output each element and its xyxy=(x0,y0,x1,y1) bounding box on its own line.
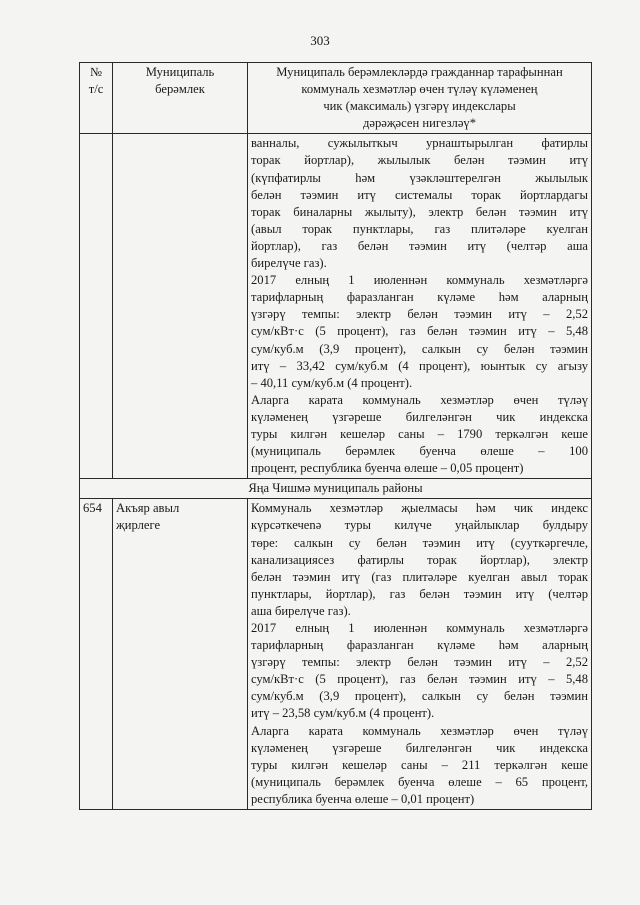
paragraph xyxy=(251,272,588,392)
header-municipality xyxy=(113,63,248,134)
text-line: Муниципаль берәмлекләрдә гражданнар тарафыннан xyxy=(276,65,563,79)
text-line: үзгәрү темпы: электр белән тәэмин итү – 2,52 xyxy=(251,307,588,322)
cell-name xyxy=(113,499,248,810)
text-line: сум/кВт·с (5 процент), газ белән тәэмин итү – 5,48 xyxy=(251,672,588,687)
text-line: сум/куб.м (3,9 процент), салкын су белән тәэмин xyxy=(251,341,588,356)
text-line: 2017 елның 1 июленнән коммуналь хезмәтләргә xyxy=(251,621,588,635)
text-line: (муниципаль берәмлек буенча өлеше – 100 xyxy=(251,444,588,459)
table-row-654 xyxy=(80,499,592,810)
cell-description xyxy=(248,499,592,810)
paragraph xyxy=(251,500,588,620)
text-line: чик (максималь) үзгәрү индекслары xyxy=(323,99,516,114)
text-line: Аларга карата коммуналь хезмәтләр өчен түләү xyxy=(251,723,588,738)
paragraph xyxy=(251,723,588,808)
text-line: коммуналь хезмәтләр өчен түләү күләменең xyxy=(301,82,538,97)
text-line: белән тәэмин итү (газ плитәләре куелган авыл торак xyxy=(251,569,588,584)
text-line: туры килгән кешеләр саны – 1790 теркәлгән кеше xyxy=(251,426,588,441)
text-line: Акъяр авыл xyxy=(116,501,180,516)
text-line: күләменең үзгәреше билгеләнгән чик индекска xyxy=(251,740,588,755)
paragraph xyxy=(251,620,588,723)
text-line: республика буенча өлеше – 0,01 процент) xyxy=(251,791,475,806)
text-line: торак йортлар), жылылык белән тәэмин итү xyxy=(251,153,588,168)
text-line: Муниципаль xyxy=(145,65,215,79)
text-line: туры килгән кешеләр саны – 211 теркәлгән кеше xyxy=(251,757,588,772)
text-line: үзгәрү темпы: электр белән тәэмин итү – 2,52 xyxy=(251,655,588,670)
section-title: Яңа Чишмә муниципаль районы xyxy=(80,479,592,499)
text-line: № xyxy=(89,65,103,79)
text-line: (муниципаль берәмлек буенча өлеше – 65 процент, xyxy=(251,774,588,789)
table-section-row xyxy=(80,479,592,499)
text-line: аша бирелүче газ). xyxy=(251,603,351,618)
text-line: күрсәткечenә туры килүче уңайлыклар булдыру xyxy=(251,518,588,533)
text-line: канализациясез фатирлы торак йортлар), электр xyxy=(251,552,588,567)
text-line: пунктлары, йортлар), газ белән тәэмин итү (челтәр xyxy=(251,586,588,601)
text-line: дәрәҗәсен нигезләү* xyxy=(362,116,477,131)
text-line: итү – 33,42 сум/куб.м (4 процент), юынтык су агызу xyxy=(251,358,588,373)
text-line: сум/кВт·с (5 процент), газ белән тәэмин итү – 5,48 xyxy=(251,324,588,339)
header-description xyxy=(248,63,592,134)
text-line: сум/куб.м (3,9 процент), салкын су белән тәэмин xyxy=(251,689,588,704)
table-header-row xyxy=(80,63,592,134)
text-line: итү – 23,58 сум/куб.м (4 процент). xyxy=(251,706,435,721)
text-line: (авыл торак пунктлары, газ плитәләре куелган xyxy=(251,221,588,236)
text-line: 2017 елның 1 июленнән коммуналь хезмәтләргә xyxy=(251,273,588,288)
text-line: (күпфатирлы һәм үзәкләштерелгән жылылык xyxy=(251,170,588,185)
cell-num xyxy=(80,134,113,479)
text-line: бирелүче газ). xyxy=(251,256,327,271)
text-line: ванналы, сужылыткыч урнаштырылган фатирлы xyxy=(251,136,588,151)
cell-description xyxy=(248,134,592,479)
text-line: җирлеге xyxy=(116,518,161,533)
tariff-table xyxy=(79,62,592,810)
text-line: тарифларның фаразланган күләме һәм аларның xyxy=(251,290,588,305)
paragraph xyxy=(251,392,588,477)
text-line: т/с xyxy=(88,82,104,97)
paragraph xyxy=(251,135,588,272)
text-line: белән тәэмин итү системалы торак йортлардагы xyxy=(251,187,588,202)
text-line: тарифларның фаразланган күләме һәм аларның xyxy=(251,638,588,653)
text-line: төре: салкын су белән тәэмин итү (сууткәргечле, xyxy=(251,535,588,550)
cell-num: 654 xyxy=(80,499,113,810)
page-number: 303 xyxy=(310,33,330,48)
text-line: күләменең үзгәреше билгеләнгән чик индекска xyxy=(251,409,588,424)
table-row-continuation xyxy=(80,134,592,479)
text-line: – 40,11 сум/куб.м (4 процент). xyxy=(251,375,413,390)
text-line: йортлар), газ белән тәэмин итү (челтәр аша xyxy=(251,238,588,253)
header-num xyxy=(80,63,113,134)
text-line: Коммуналь хезмәтләр җыелмасы һәм чик индекс xyxy=(251,501,588,516)
text-line: берәмлек xyxy=(155,82,205,97)
cell-name xyxy=(113,134,248,479)
text-line: процент, республика буенча өлеше – 0,05 процент) xyxy=(251,461,524,476)
text-line: торак биналарны жылыту), электр белән тәэмин итү xyxy=(251,204,588,219)
text-line: Аларга карата коммуналь хезмәтләр өчен түләү xyxy=(251,392,588,407)
